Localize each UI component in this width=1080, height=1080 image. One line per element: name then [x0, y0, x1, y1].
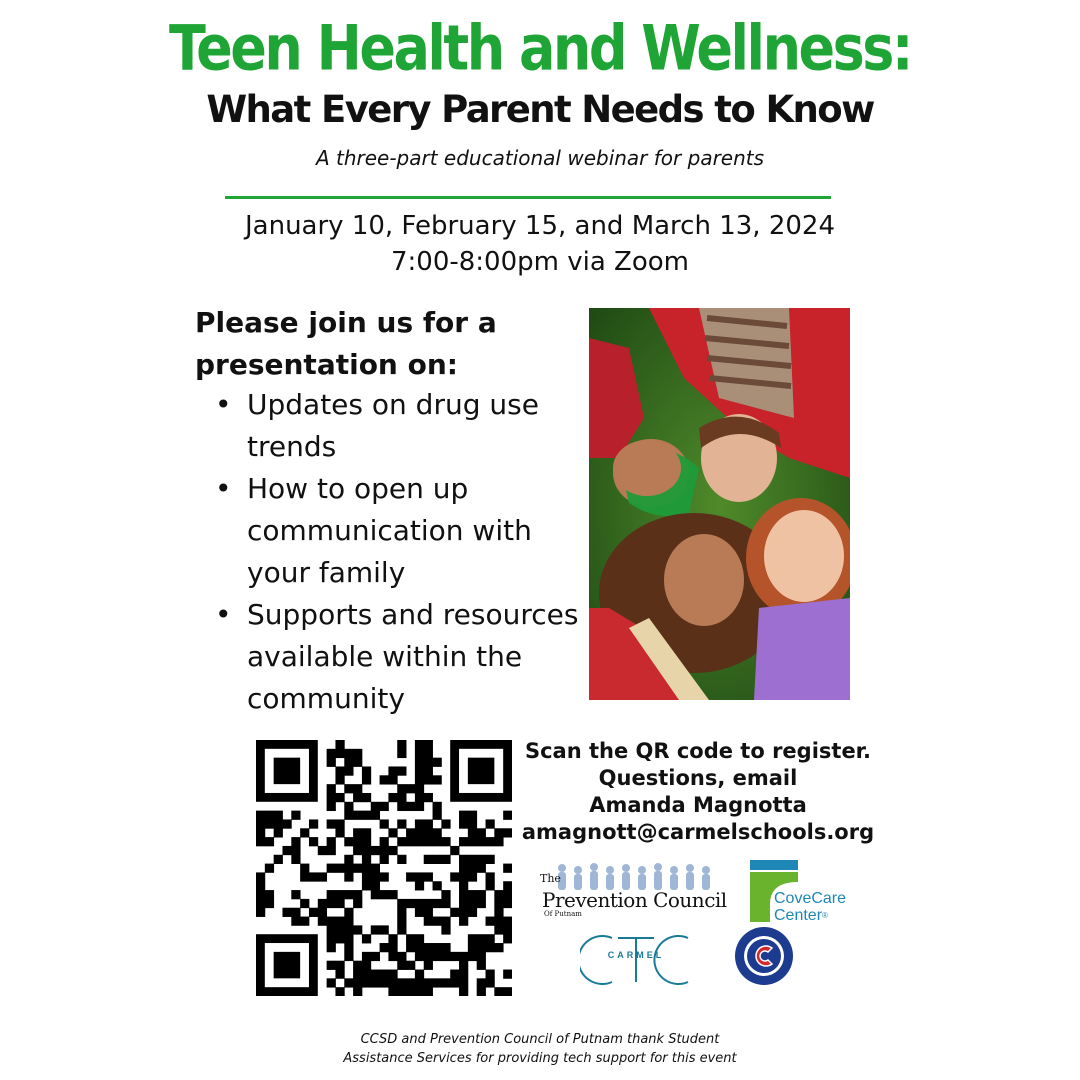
footer-line1: CCSD and Prevention Council of Putnam thank Student [360, 1032, 720, 1047]
schedule-dates: January 10, February 15, and March 13, 2024 [244, 211, 835, 241]
bullet-icon: • [215, 472, 232, 505]
registration-line: Scan the QR code to register. [524, 739, 872, 763]
covecare-name [774, 890, 846, 924]
covecare-logo [748, 860, 858, 926]
list-item [215, 384, 585, 468]
contact-name: Amanda Magnotta [589, 793, 807, 817]
ctc-letters-icon [580, 932, 692, 988]
topic-text: Updates on drug use trends [247, 388, 539, 463]
qr-code[interactable] [256, 740, 512, 996]
poster-tagline: A three-part educational webinar for parents [315, 146, 765, 170]
bullet-icon: • [215, 388, 232, 421]
prevention-council-logo [540, 862, 727, 920]
teens-photo [589, 308, 850, 700]
divider [225, 196, 831, 199]
footer-credits [0, 1030, 1080, 1068]
ctc-word: CARMEL [607, 950, 665, 960]
poster-subtitle: What Every Parent Needs to Know [206, 88, 874, 131]
qr-finder-pattern [256, 934, 318, 996]
qr-code-graphic [256, 740, 512, 996]
qr-finder-pattern [256, 740, 318, 802]
covecare-line2: Center® [774, 907, 828, 924]
schedule-time: 7:00-8:00pm via Zoom [390, 247, 689, 277]
carmel-school-district-logo [734, 926, 794, 986]
teens-photo-illustration [589, 308, 850, 700]
footer-line2: Assistance Services for providing tech support for this event [343, 1051, 737, 1066]
registration-info [520, 738, 876, 846]
questions-line: Questions, email [598, 766, 798, 790]
intro-lead: Please join us for a presentation on: [195, 306, 497, 381]
schedule [0, 208, 1080, 280]
qr-finder-pattern [450, 740, 512, 802]
prevention-the: The [540, 872, 561, 885]
topic-text: How to open up communication with your family [247, 472, 532, 589]
bullet-icon: • [215, 598, 232, 631]
prevention-of: Of Putnam [544, 910, 582, 918]
list-item [215, 468, 585, 594]
topic-list [215, 384, 585, 720]
poster-title: Teen Health and Wellness: [168, 12, 912, 85]
list-item [215, 594, 585, 720]
prevention-name: Prevention Council [542, 888, 727, 912]
topic-text: Supports and resources available within the community [247, 598, 579, 715]
contact-email[interactable]: amagnott@carmelschools.org [521, 820, 875, 844]
carmel-ctc-logo [580, 932, 692, 988]
school-seal-icon [734, 926, 794, 986]
covecare-line1: CoveCare [774, 890, 847, 907]
